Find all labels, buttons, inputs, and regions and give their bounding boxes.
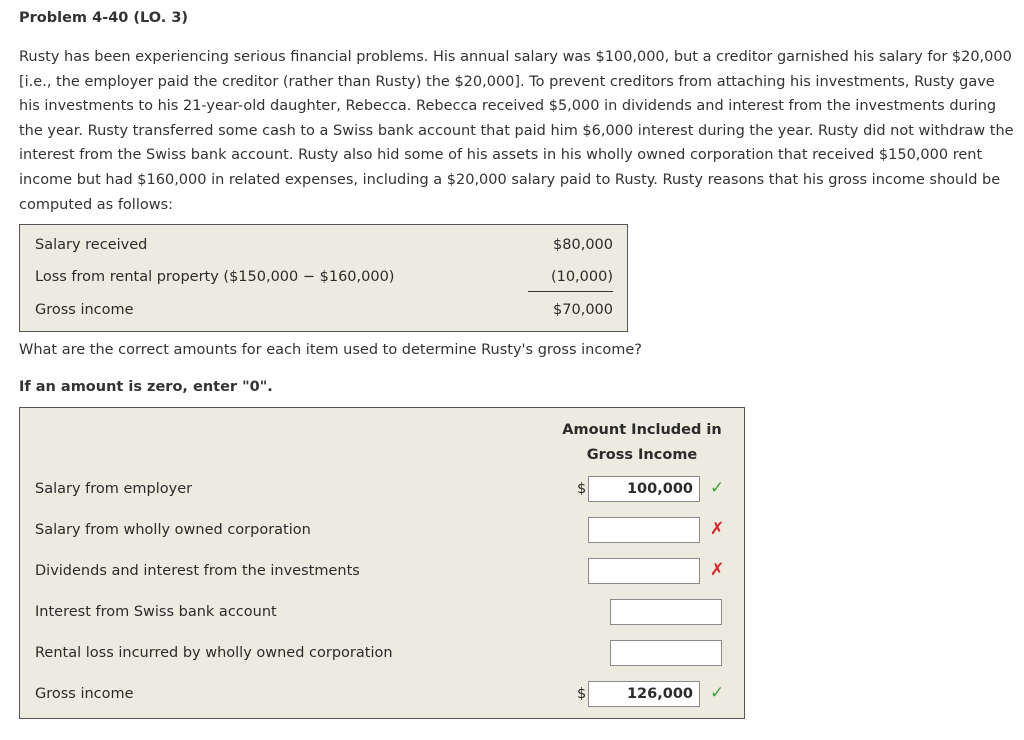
dollar-sign: $	[577, 481, 587, 497]
reasoning-row-rental-loss	[35, 266, 613, 290]
row-label: Interest from Swiss bank account	[35, 604, 277, 620]
problem-title: Problem 4-40 (LO. 3)	[19, 10, 189, 26]
salary-employer-input[interactable]	[588, 476, 700, 502]
dollar-sign: $	[577, 686, 587, 702]
answer-row-salary-employer	[20, 476, 744, 504]
answer-row-salary-corporation	[20, 517, 744, 545]
instruction-text: If an amount is zero, enter "0".	[19, 379, 273, 395]
reasoning-amount: $70,000	[553, 302, 613, 318]
question-text: What are the correct amounts for each item used to determine Rusty's gross income?	[19, 342, 642, 358]
column-header-line2: Gross Income	[586, 447, 698, 463]
row-label: Salary from employer	[35, 481, 193, 497]
dividends-interest-input[interactable]	[588, 558, 700, 584]
x-mark-icon: ✗	[710, 560, 725, 580]
row-label: Dividends and interest from the investments	[35, 563, 360, 579]
sum-divider	[528, 291, 613, 292]
column-header-line1: Amount Included in	[562, 422, 722, 438]
reasoning-row-gross-income	[35, 299, 613, 323]
answer-row-gross-income	[20, 681, 744, 709]
reasoning-label: Loss from rental property ($150,000 − $160,000)	[35, 269, 395, 285]
reasoning-label: Salary received	[35, 237, 148, 253]
reasoning-label: Gross income	[35, 302, 134, 318]
x-mark-icon: ✗	[710, 519, 725, 539]
row-label: Gross income	[35, 686, 134, 702]
problem-text: Rusty has been experiencing serious financial problems. His annual salary was $100,000, but a creditor garnished his salary for $20,000 [i.e., the employer paid the creditor (rather than Rusty) the $20,000]. To prevent creditors from attaching his investments, Rusty gave his investments to his 21-year-old daughter, Rebecca. Rebecca received $5,000 in dividends and interest from the investments during the year. Rusty transferred some cash to a Swiss bank account that paid him $6,000 interest during the year. Rusty did not withdraw the interest from the Swiss bank account. Rusty also hid some of his assets in his wholly owned corporation that received $150,000 rent income but had $160,000 in related expenses, including a $20,000 salary paid to Rusty. Rusty reasons that his gross income should be computed as follows:	[19, 49, 1014, 213]
rusty-reasoning-table	[19, 224, 628, 332]
answer-table	[19, 407, 745, 719]
answer-row-dividends-interest	[20, 558, 744, 586]
answer-row-swiss-interest	[20, 599, 744, 627]
reasoning-amount: $80,000	[553, 237, 613, 253]
row-label: Rental loss incurred by wholly owned corporation	[35, 645, 393, 661]
reasoning-amount: (10,000)	[550, 269, 613, 285]
reasoning-row-salary	[35, 234, 613, 258]
checkmark-icon: ✓	[710, 478, 725, 498]
row-label: Salary from wholly owned corporation	[35, 522, 311, 538]
answer-row-rental-loss	[20, 640, 744, 668]
rental-loss-input[interactable]	[610, 640, 722, 666]
swiss-interest-input[interactable]	[610, 599, 722, 625]
column-header	[560, 418, 724, 468]
salary-corporation-input[interactable]	[588, 517, 700, 543]
checkmark-icon: ✓	[710, 683, 725, 703]
gross-income-input[interactable]	[588, 681, 700, 707]
